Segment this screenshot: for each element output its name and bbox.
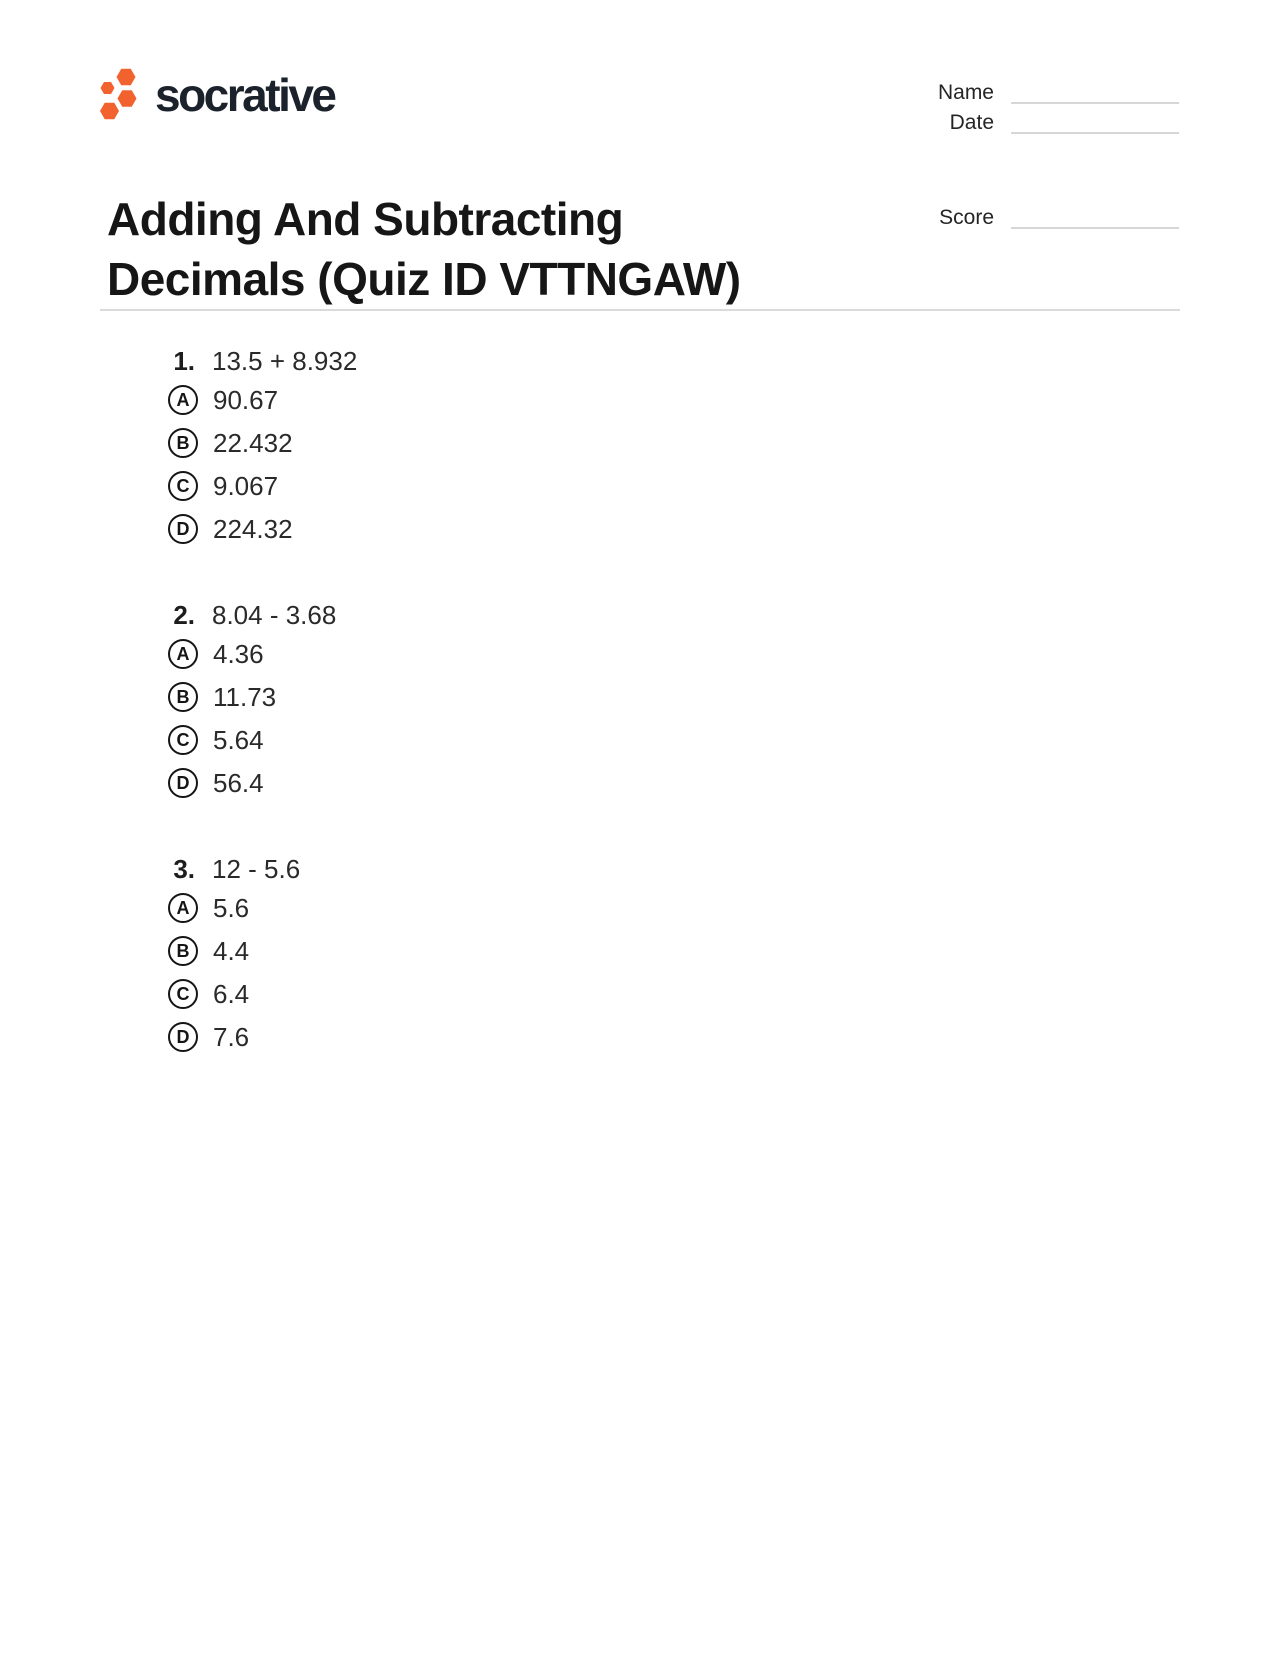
date-field-row xyxy=(938,108,1179,138)
option-letter-badge xyxy=(168,893,198,923)
option-text: 90.67 xyxy=(213,384,279,415)
option-letter-badge xyxy=(168,1022,198,1052)
option-letter: C xyxy=(176,476,190,496)
option-letter-badge xyxy=(168,768,198,798)
question-prompt: 12 - 5.6 xyxy=(212,854,301,884)
socrative-logo xyxy=(100,66,335,122)
option-letter: B xyxy=(176,941,190,961)
option-letter: A xyxy=(176,898,190,918)
option-letter-badge xyxy=(168,471,198,501)
option-text: 224.32 xyxy=(213,513,293,544)
option-letter-badge xyxy=(168,979,198,1009)
question-prompt: 8.04 - 3.68 xyxy=(212,600,337,630)
option-letter: C xyxy=(176,730,190,750)
option-letter: D xyxy=(176,773,190,793)
score-field xyxy=(939,203,1179,233)
name-field-row xyxy=(938,78,1179,108)
question-1-option-b xyxy=(168,428,357,458)
option-letter-badge xyxy=(168,514,198,544)
score-field-row xyxy=(939,203,1179,233)
option-letter-badge xyxy=(168,385,198,415)
question-number: 2. xyxy=(173,600,195,630)
name-label: Name xyxy=(937,81,994,104)
header-divider xyxy=(100,309,1180,311)
quiz-title: Adding And Subtracting Decimals (Quiz ID VTTNGAW) xyxy=(107,192,741,305)
question-3-option-a xyxy=(168,893,357,923)
score-label: Score xyxy=(939,206,994,229)
question-2 xyxy=(168,599,357,798)
question-1-option-c xyxy=(168,471,357,501)
date-blank-line xyxy=(1011,108,1179,134)
question-list xyxy=(168,345,357,1107)
option-text: 11.73 xyxy=(213,681,277,712)
option-text: 4.36 xyxy=(213,638,264,669)
socrative-hexagons-icon xyxy=(100,67,140,121)
option-letter-badge xyxy=(168,725,198,755)
option-text: 6.4 xyxy=(213,978,250,1009)
score-blank-line xyxy=(1011,203,1179,229)
option-letter: A xyxy=(176,644,190,664)
option-text: 9.067 xyxy=(213,470,279,501)
option-letter: D xyxy=(176,519,190,539)
question-number: 3. xyxy=(173,854,195,884)
option-letter: C xyxy=(176,984,190,1004)
option-letter: B xyxy=(176,433,190,453)
question-2-option-d xyxy=(168,768,357,798)
option-letter: A xyxy=(176,390,190,410)
option-text: 5.64 xyxy=(213,724,264,755)
question-1-option-d xyxy=(168,514,357,544)
option-text: 5.6 xyxy=(213,892,250,923)
option-letter: B xyxy=(176,687,190,707)
option-letter-badge xyxy=(168,936,198,966)
question-3 xyxy=(168,853,357,1052)
option-text: 4.4 xyxy=(213,935,250,966)
question-3-option-c xyxy=(168,979,357,1009)
question-3-option-d xyxy=(168,1022,357,1052)
question-3-option-b xyxy=(168,936,357,966)
question-2-header xyxy=(168,599,357,631)
option-letter-badge xyxy=(168,428,198,458)
question-prompt: 13.5 + 8.932 xyxy=(212,346,358,376)
question-3-header xyxy=(168,853,357,885)
question-1-header xyxy=(168,345,357,377)
logo-wordmark: socrative xyxy=(155,69,335,121)
question-2-option-a xyxy=(168,639,357,669)
option-letter: D xyxy=(176,1027,190,1047)
question-1-option-a xyxy=(168,385,357,415)
date-label: Date xyxy=(949,111,994,134)
question-2-option-c xyxy=(168,725,357,755)
option-letter-badge xyxy=(168,682,198,712)
question-2-option-b xyxy=(168,682,357,712)
question-number: 1. xyxy=(173,346,195,376)
name-blank-line xyxy=(1011,78,1179,104)
option-text: 7.6 xyxy=(213,1021,250,1052)
student-info-fields xyxy=(938,78,1179,138)
option-text: 22.432 xyxy=(213,427,293,458)
question-1 xyxy=(168,345,357,544)
option-text: 56.4 xyxy=(213,767,264,798)
option-letter-badge xyxy=(168,639,198,669)
